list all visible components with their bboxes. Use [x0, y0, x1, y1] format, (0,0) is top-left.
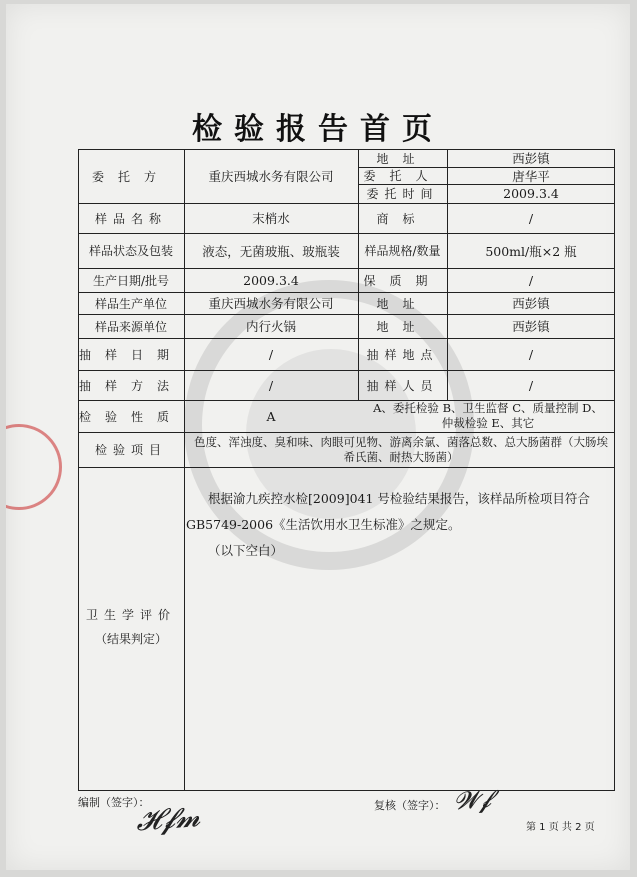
value-client: 重庆西城水务有限公司: [208, 169, 334, 184]
value-entrust-time: 2009.3.4: [503, 186, 559, 201]
page-number: 第 1 页 共 2 页: [526, 822, 595, 833]
value-sample-state: 液态，无菌玻瓶、玻瓶装: [202, 243, 340, 259]
report-page: [6, 4, 630, 870]
label-sample-state: 样品状态及包装: [88, 244, 173, 258]
reviewer-signature: 𝓦𝓯: [453, 784, 493, 816]
label-producer-address: 地址: [376, 296, 429, 311]
label-shelf-life: 保质期: [363, 273, 442, 288]
evaluation-text: [186, 486, 614, 564]
evaluation-line-1: 根据渝九疾控水检[2009]041 号检验结果报告，该样品所检项目符合: [208, 491, 590, 506]
value-sample-date: /: [268, 346, 274, 362]
value-entrustor: 唐华平: [512, 168, 550, 184]
label-nature: 检验性质: [78, 409, 183, 424]
label-items: 检验项目: [94, 443, 167, 457]
value-sample-method: /: [268, 377, 274, 393]
page-title: 检验报告首页: [192, 112, 444, 147]
value-producer: 重庆西城水务有限公司: [208, 296, 334, 311]
label-brand: 商标: [376, 211, 429, 226]
nature-options: A、委托检验 B、卫生监督 C、质量控制 D、仲裁检验 E、其它: [373, 401, 603, 430]
evaluation-line-3: （以下空白）: [208, 543, 284, 558]
evaluation-line-2: GB5749-2006《生活饮用水卫生标准》之规定。: [186, 517, 461, 532]
value-source: 内行火锅: [245, 319, 296, 334]
label-evaluation-sub: （结果判定）: [94, 631, 167, 646]
label-sample-name: 样品名称: [94, 211, 167, 226]
value-source-address: 西彭镇: [512, 319, 550, 334]
reviewer-label: 复核（签字）：: [374, 799, 446, 812]
label-source-address: 地址: [376, 319, 429, 334]
value-spec: 500ml/瓶×2 瓶: [485, 243, 577, 259]
value-sample-name: 末梢水: [252, 211, 290, 226]
value-sample-place: /: [528, 346, 534, 362]
label-producer: 样品生产单位: [94, 296, 167, 311]
compiler-label: 编制（签字）：: [78, 796, 150, 809]
label-client: 委托方: [91, 169, 170, 184]
label-sampler: 抽样人员: [366, 378, 439, 393]
value-nature: A: [266, 408, 276, 424]
label-evaluation: 卫生学评价: [85, 607, 176, 622]
value-shelf-life: /: [528, 272, 534, 288]
value-prod-date: 2009.3.4: [243, 272, 299, 288]
row-divider: [78, 467, 615, 468]
label-source: 样品来源单位: [94, 319, 167, 334]
value-brand: /: [528, 210, 534, 226]
label-address: 地址: [376, 151, 429, 166]
red-stamp: [6, 424, 62, 510]
label-prod-date: 生产日期/批号: [92, 273, 170, 288]
label-spec: 样品规格/数量: [364, 244, 441, 258]
compiler-signature: 𝓗𝓯𝓶: [134, 799, 202, 838]
label-entrustor: 委托人: [363, 169, 442, 183]
value-sampler: /: [528, 377, 534, 393]
label-sample-method: 抽样方法: [78, 378, 183, 393]
value-address: 西彭镇: [512, 151, 550, 166]
value-items: 色度、浑浊度、臭和味、肉眼可见物、游离余氯、菌落总数、总大肠菌群（大肠埃希氏菌、耐热大肠菌）: [194, 434, 608, 464]
label-sample-place: 抽样地点: [366, 347, 439, 362]
label-sample-date: 抽样日期: [78, 347, 183, 362]
label-entrust-time: 委托时间: [366, 187, 439, 201]
value-producer-address: 西彭镇: [512, 296, 550, 311]
